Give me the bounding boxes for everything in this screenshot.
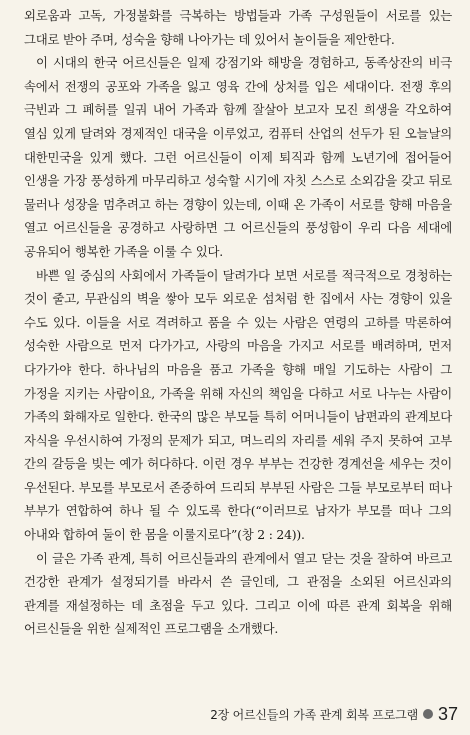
paragraph-busy-society: 바쁜 일 중심의 사회에서 가족들이 달려가다 보면 서로를 적극적으로 경청하는 것이 줄고, 무관심의 벽을 쌓아 모두 외로운 섬처럼 한 집에서 사는 경향이 있을 수도 있다. 이들을 서로 격려하고 품을 수 있는 사람은 연령의 고하를 막론하여 성숙한 사람으로 먼저 다가가고, 사랑의 마음을 가지고 서로를 배려하며, 먼저 다가가야 한다. 하나님의 마음을 품고 가족을 향해 매일 기도하는 사람이 그 가정을 지키는 사람이요, 가족을 위해 자신의 책임을 다하고 서로 나누는 사람이 가족의 화해자로 일한다. 한국의 많은 부모들 특히 어머니들이 남편과의 관계보다 자식을 우선시하여 가정의 문제가 되고, 며느리의 자리를 세워 주지 못하여 고부 간의 갈등을 빚는 예가 허다하다. 이런 경우 부부는 건강한 경계선을 세우는 것이 우선된다. 부모를 부모로서 존중하여 드리되 부부된 사람은 그들 부모로부터 떠나 부부가 연합하여 하나 될 수 있도록 한다(“이러므로 남자가 부모를 떠나 그의 아내와 합하여 둘이 한 몸을 이룰지로다”(창 2 : 24)). [24, 267, 452, 543]
chapter-title: 2장 어르신들의 가족 관계 회복 프로그램 [210, 707, 418, 722]
bullet-icon [423, 709, 433, 719]
paragraph-korean-elders: 이 시대의 한국 어르신들은 일제 강점기와 해방을 경험하고, 동족상잔의 비극 속에서 전쟁의 공포와 가족을 잃고 영육 간에 상처를 입은 세대이다. 전쟁 후의 극빈과 그 폐허를 일궈 내어 가족과 함께 잘살아 보고자 모진 희생을 각오하여 열심 있게 달려와 경제적인 대국을 이루었고, 컴퓨터 산업의 선두가 된 오늘날의 대한민국을 있게 했다. 그런 어르신들이 이제 퇴직과 함께 노년기에 접어들어 인생을 가장 풍성하게 마무리하고 성숙할 시기에 자칫 스스로 소외감을 갖고 뒤로 물러나 성장을 멈추려고 하는 경향이 있는데, 이때 온 가족이 서로를 향해 마음을 열고 어르신들을 공경하고 사랑하면 그 어르신들의 풍성함이 우리 다음 세대에 공유되어 행복한 가족을 이룰 수 있다. [24, 55, 452, 259]
body-text [24, 4, 452, 641]
page-number: 37 [437, 704, 458, 724]
page-footer [210, 705, 458, 723]
paragraph-purpose: 이 글은 가족 관계, 특히 어르신들과의 관계에서 열고 닫는 것을 잘하여 바르고 건강한 관계가 설정되기를 바라서 쓴 글인데, 그 관점을 소외된 어르신과의 관계를 재설정하는 데 초점을 두고 있다. 그리고 이에 따른 관계 회복을 위해 어르신들을 위한 실제적인 프로그램을 소개했다. [24, 550, 452, 637]
paragraph-continued: 외로움과 고독, 가정불화를 극복하는 방법들과 가족 구성원들이 서로를 있는 그대로 받아 주며, 성숙을 향해 나아가는 데 있어서 놀이들을 제안한다. [24, 8, 452, 47]
